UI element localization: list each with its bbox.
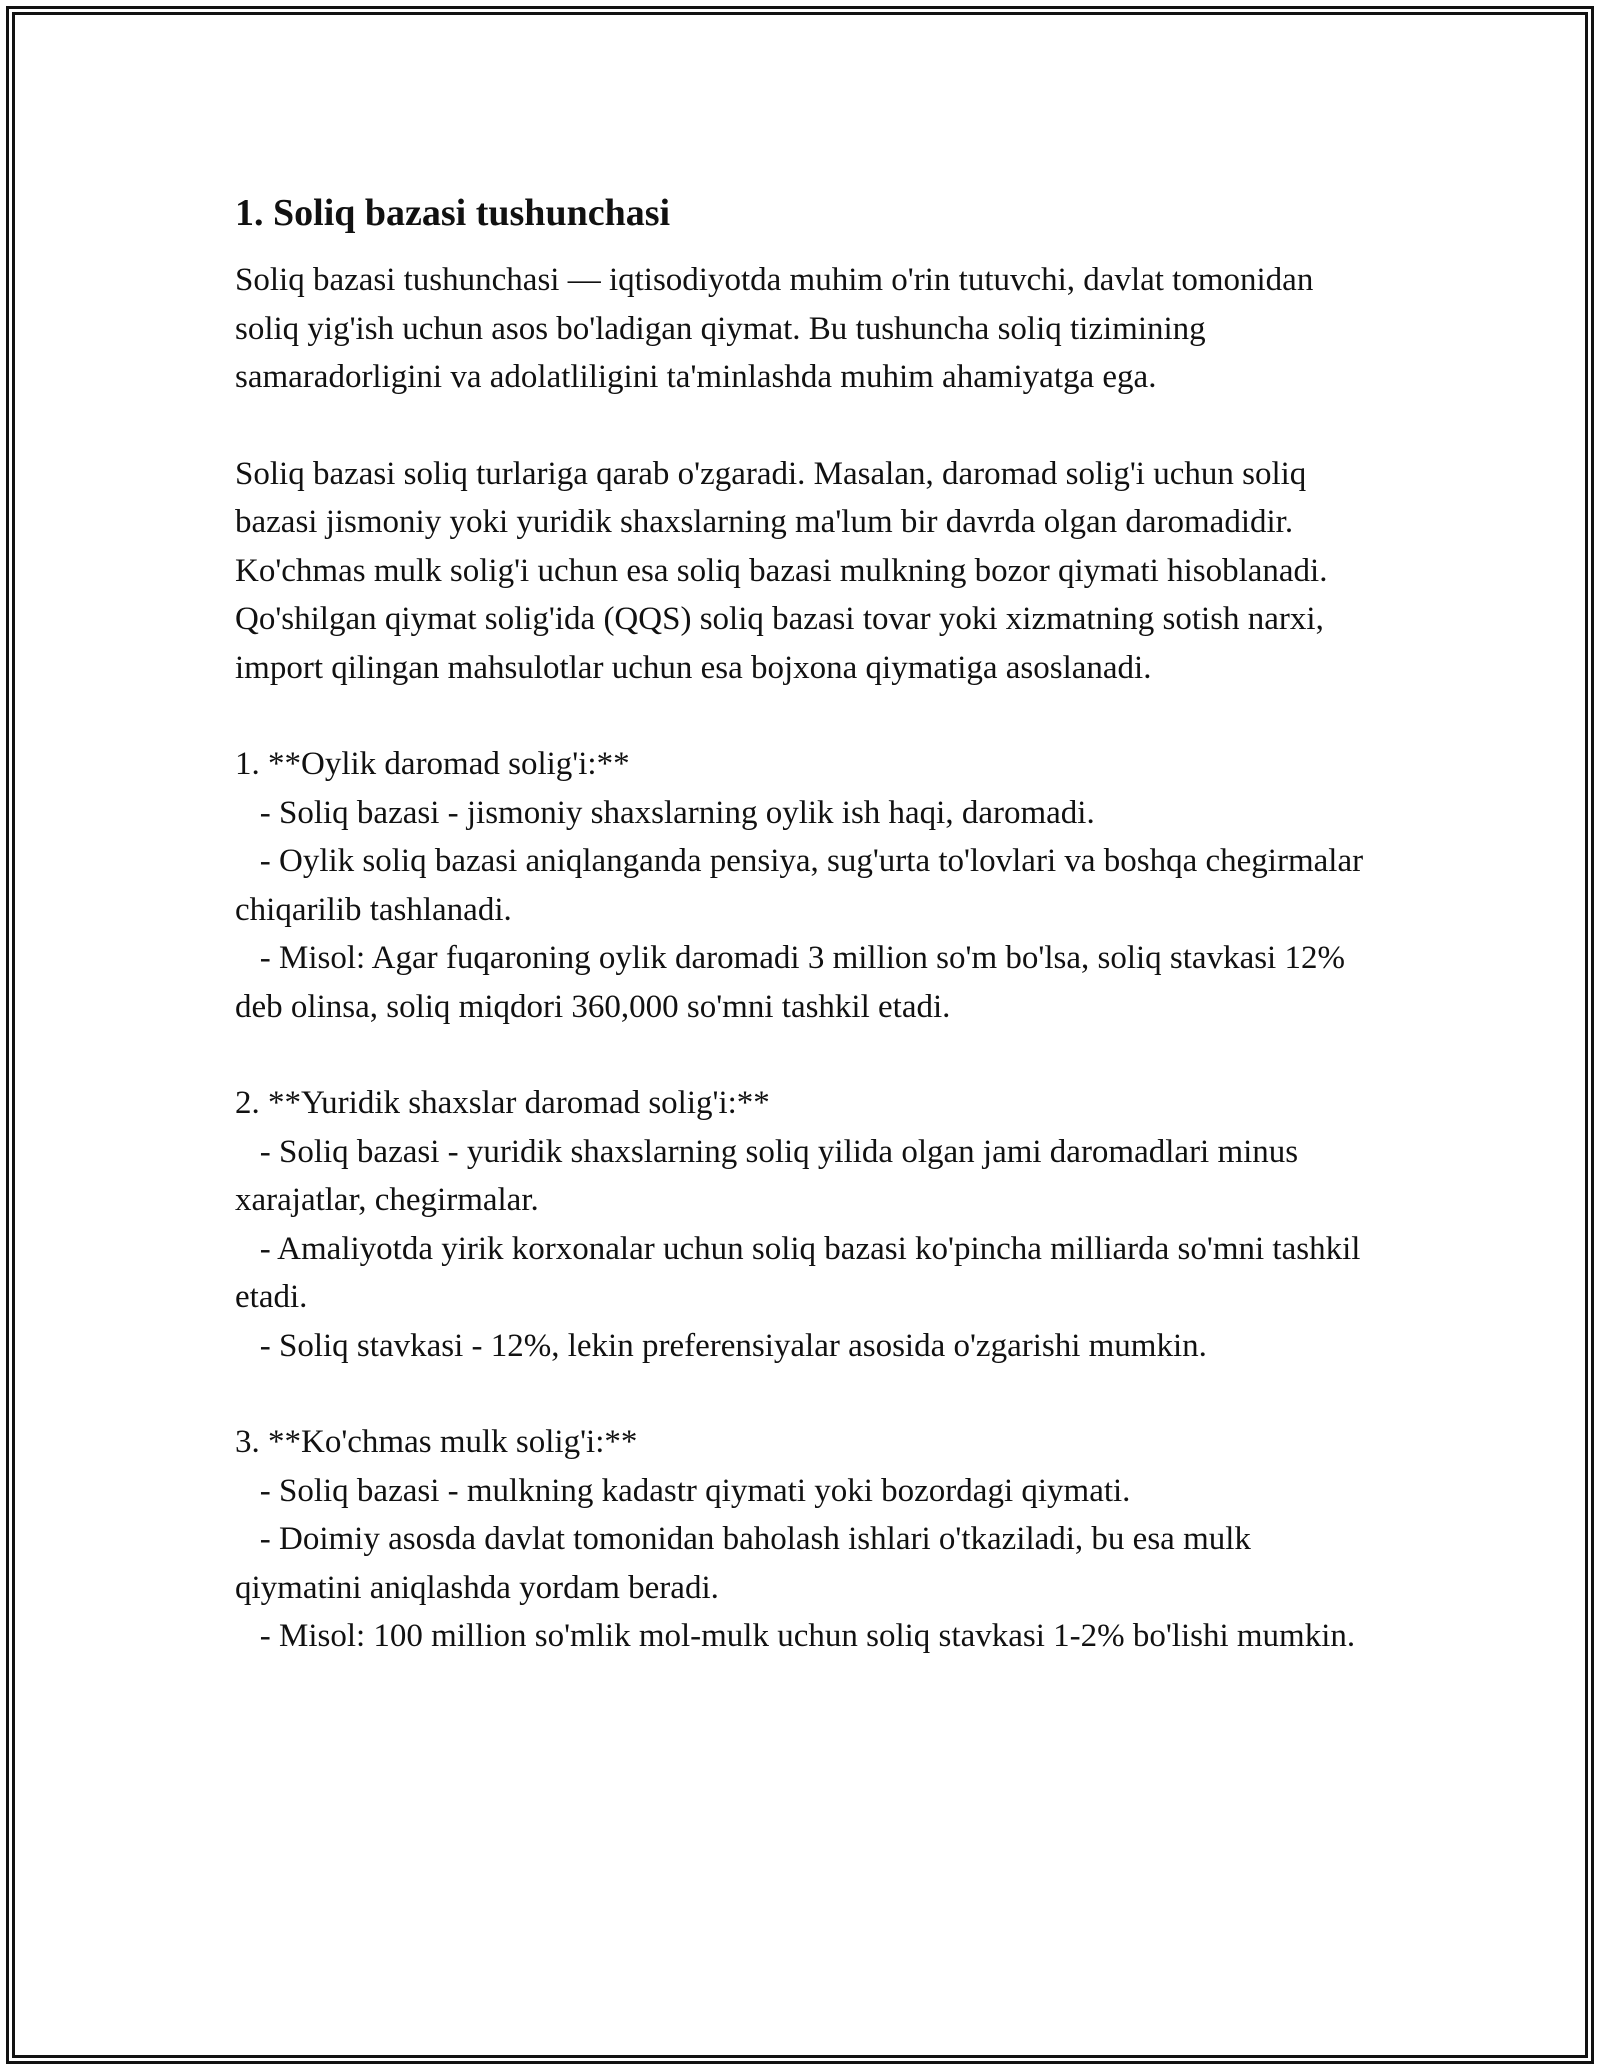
tax-base-types-paragraph: Soliq bazasi soliq turlariga qarab o'zgaradi. Masalan, daromad solig'i uchun soliq bazasi jismoniy yoki yuridik shaxslarning ma'lum bir davrda olgan daromadidir. Ko'chmas mulk solig'i uchun esa soliq bazasi mulkning bozor qiymati hisoblanadi. Qo'shilgan qiymat solig'ida (QQS) soliq bazasi tovar yoki xizmatning sotish narxi, import qilingan mahsulotlar uchun esa bojxona qiymatiga asoslanadi.	[235, 455, 1336, 686]
list-item: - Oylik soliq bazasi aniqlanganda pensiya, sug'urta to'lovlari va boshqa chegirmalar chiqarilib tashlanadi.	[235, 843, 1372, 928]
section-title: 1. **Oylik daromad solig'i:**	[235, 746, 630, 782]
list-item: - Soliq stavkasi - 12%, lekin preferensiyalar asosida o'zgarishi mumkin.	[235, 1327, 1207, 1364]
list-item: - Soliq bazasi - mulkning kadastr qiymati yoki bozordagi qiymati.	[235, 1472, 1131, 1509]
list-item: - Soliq bazasi - jismoniy shaxslarning oylik ish haqi, daromadi.	[235, 794, 1095, 831]
section-corporate-income-tax	[235, 1079, 1385, 1370]
intro-paragraph: Soliq bazasi tushunchasi — iqtisodiyotda muhim o'rin tutuvchi, davlat tomonidan soliq yig'ish uchun asos bo'ladigan qiymat. Bu tushuncha soliq tizimining samaradorligini va adolatliligini ta'minlashda muhim ahamiyatga ega.	[235, 262, 1322, 395]
list-item: - Doimiy asosda davlat tomonidan baholash ishlari o'tkaziladi, bu esa mulk qiymatini aniqlashda yordam beradi.	[235, 1521, 1260, 1606]
list-item: - Soliq bazasi - yuridik shaxslarning soliq yilida olgan jami daromadlari minus xarajatlar, chegirmalar.	[235, 1133, 1307, 1218]
section-property-tax	[235, 1418, 1385, 1661]
section-heading: 1. Soliq bazasi tushunchasi	[235, 192, 671, 234]
section-title: 3. **Ko'chmas mulk solig'i:**	[235, 1424, 638, 1460]
list-item: - Misol: Agar fuqaroning oylik daromadi 3 million so'm bo'lsa, soliq stavkasi 12% deb olinsa, soliq miqdori 360,000 so'mni tashkil etadi.	[235, 940, 1354, 1025]
list-item: - Amaliyotda yirik korxonalar uchun soliq bazasi ko'pincha milliarda so'mni tashkil etadi.	[235, 1230, 1369, 1315]
section-title: 2. **Yuridik shaxslar daromad solig'i:**	[235, 1085, 770, 1121]
list-item: - Misol: 100 million so'mlik mol-mulk uchun soliq stavkasi 1-2% bo'lishi mumkin.	[235, 1618, 1356, 1654]
document-body	[235, 188, 1385, 1661]
section-monthly-income-tax	[235, 740, 1385, 1031]
